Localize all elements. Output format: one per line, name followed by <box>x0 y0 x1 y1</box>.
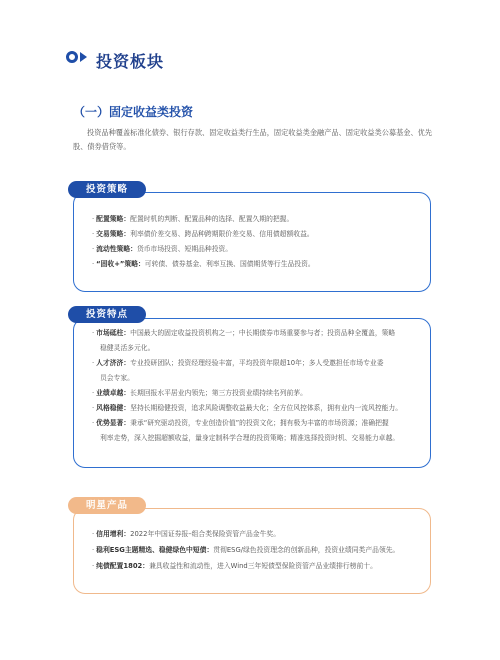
intro-paragraph: 投资品种覆盖标准化债券、银行存款、固定收益类行生品，固定收益类金融产品、固定收益类公募基金、优先股、债券借贷等。 <box>73 128 433 151</box>
page-header <box>66 47 164 73</box>
section-title: （一）固定收益类投资 <box>73 105 194 119</box>
feature-item: · 人才济济：专业投研团队；投资经理经验丰富，平均投资年限超10年；多人受邀担任市场专业委 员会专家。 <box>92 359 384 382</box>
strategy-tab: 投资策略 <box>68 181 146 198</box>
product-item: · 信用增利：2022年中国证券报–组合类保险资管产品金牛奖。 <box>92 530 280 538</box>
feature-item: · 优势显著：秉承“研究驱动投资，专业创造价值”的投资文化；拥有极为丰富的市场资源；准确把握 利率走势，深入挖掘超额收益，量身定制科学合理的投资策略；精准选择投资时机、交易能力卓越。 <box>92 419 400 442</box>
features-tab: 投资特点 <box>68 306 146 323</box>
feature-item: · 业绩卓越：长期回报水平居业内领先；第三方投资业绩持续名列前茅。 <box>92 389 307 397</box>
product-item: · 纯债配置1802：兼具收益性和流动性，进入Wind三年短债型保险资管产品业绩排行榜前十。 <box>92 562 377 570</box>
strategy-item: · 流动性策略：货币市场投资、短期品种投资。 <box>92 245 233 253</box>
strategy-item: · “固收+”策略：可转债、债券基金、利率互换、国债期货等行生品投资。 <box>92 260 315 268</box>
feature-item: · 市场砥柱：中国最大的固定收益投资机构之一；中长期债券市场重要参与者；投资品种全覆盖，策略 稳健灵活多元化。 <box>92 329 396 352</box>
products-tab: 明星产品 <box>68 497 146 514</box>
strategy-item: · 配置策略：配置时机的判断、配置品种的选择、配置久期的把握。 <box>92 215 294 223</box>
product-item: · 稳利ESG主题精选、稳健绿色中短债：贯彻ESG/绿色投资理念的创新品种，投资业绩同类产品领先。 <box>92 546 400 554</box>
strategy-item: · 交易策略：利率债价差交易、跨品种跨期限价差交易、信用债超额收益。 <box>92 230 314 238</box>
section-marker-icon <box>66 47 92 73</box>
page-title: 投资板块 <box>96 51 165 71</box>
feature-item: · 风格稳健：坚持长期稳健投资，追求风险调整收益最大化；全方位风控体系，拥有业内一流风控能力。 <box>92 404 403 412</box>
